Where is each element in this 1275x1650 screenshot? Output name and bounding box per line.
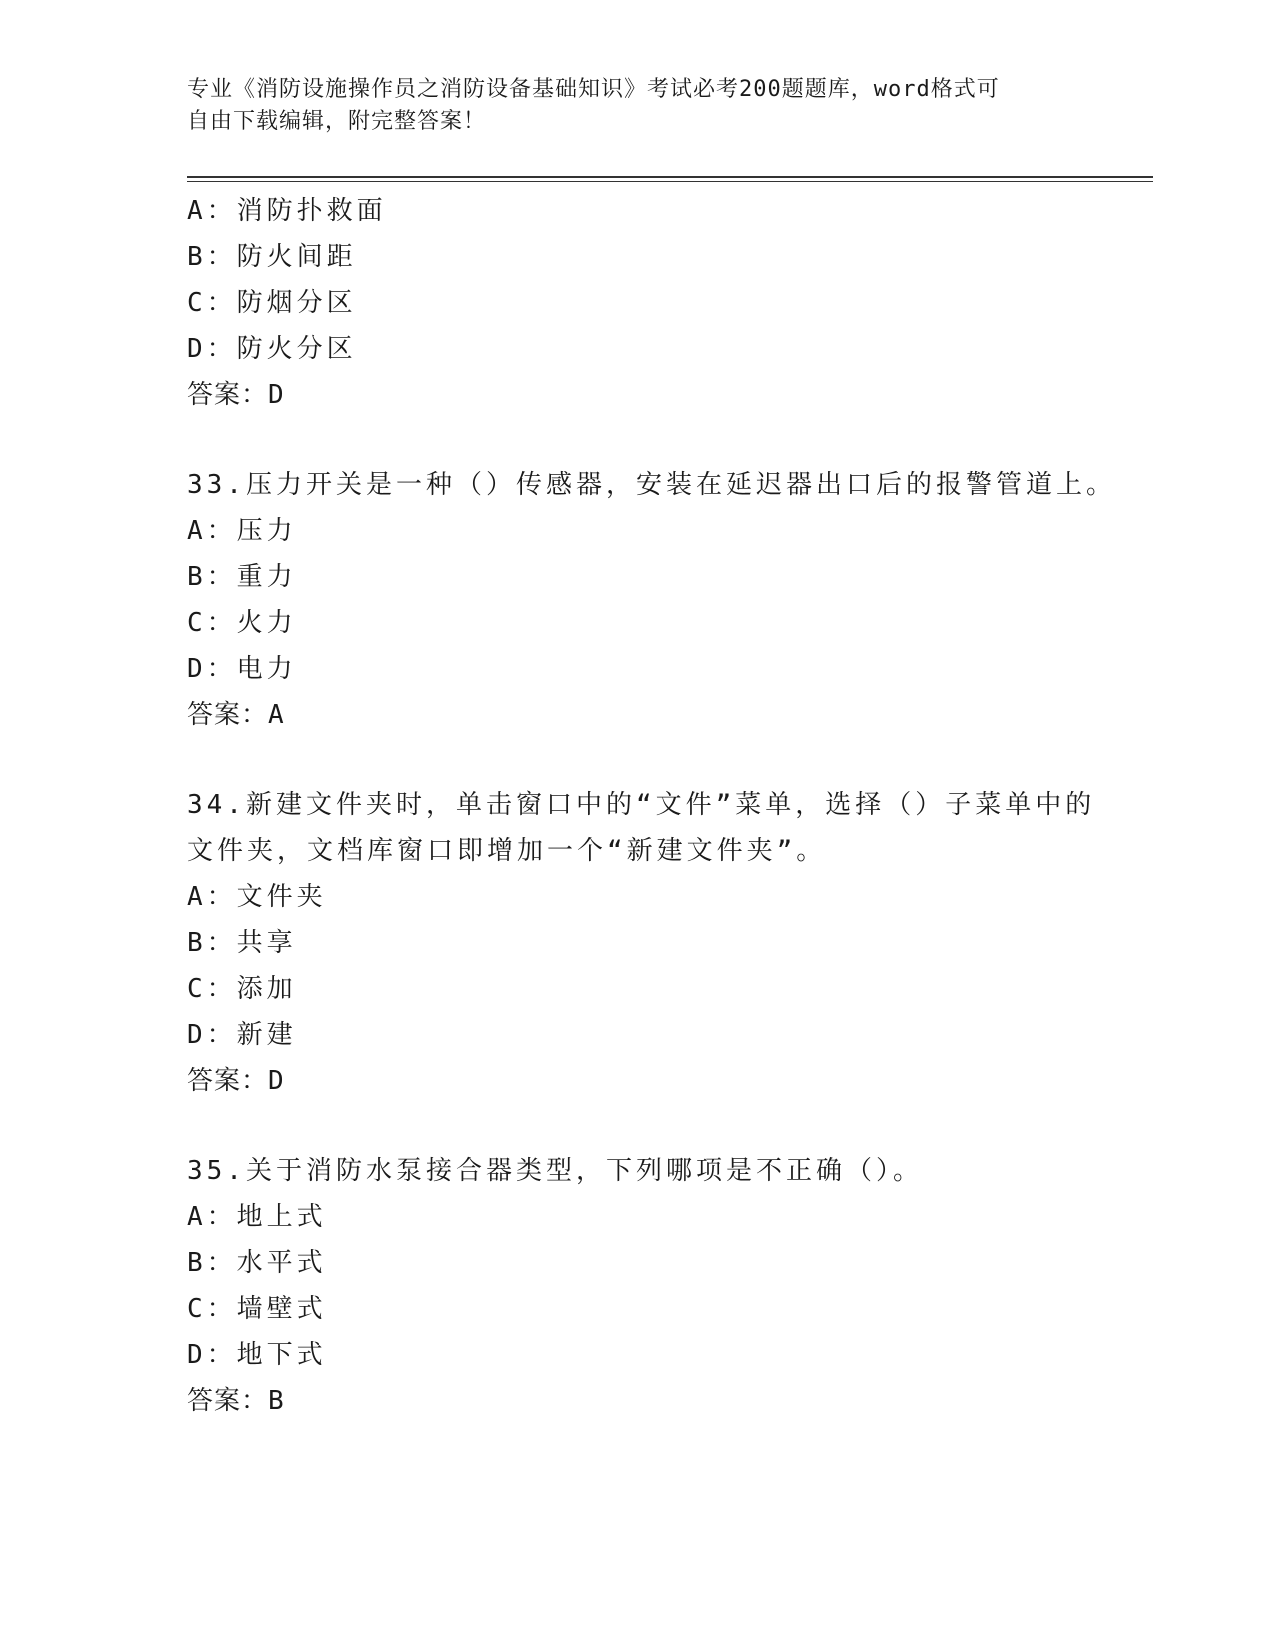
answer-line: 答案：D [187,380,285,410]
option-c: C：添加 [187,974,297,1004]
option-a: A：压力 [187,516,297,546]
header-divider-thin [187,181,1153,182]
option-a: A：地上式 [187,1202,327,1232]
answer-line: 答案：A [187,700,285,730]
option-b: B：水平式 [187,1248,327,1278]
answer-line: 答案：D [187,1066,285,1096]
option-b: B：防火间距 [187,242,357,272]
question-33 [187,462,1116,738]
header-intro-line-1: 专业《消防设施操作员之消防设备基础知识》考试必考200题题库，word格式可 [187,77,1000,102]
question-list [187,188,1116,1424]
option-d: D：地下式 [187,1340,327,1370]
option-d: D：新建 [187,1020,297,1050]
spacer [187,418,1087,462]
answer-line: 答案：B [187,1386,285,1416]
question-stem: 35.关于消防水泵接合器类型，下列哪项是不正确（）。 [187,1156,923,1186]
option-a: A：文件夹 [187,882,327,912]
option-c: C：火力 [187,608,297,638]
option-b: B：重力 [187,562,297,592]
question-35 [187,1148,1087,1424]
option-d: D：防火分区 [187,334,357,364]
question-34 [187,782,1096,1104]
option-c: C：防烟分区 [187,288,357,318]
question-32 [187,188,1087,418]
option-d: D：电力 [187,654,297,684]
question-stem-line-2: 文件夹，文档库窗口即增加一个“新建文件夹”。 [187,836,827,866]
header-divider-thick [187,176,1153,178]
option-b: B：共享 [187,928,297,958]
question-stem: 33.压力开关是一种（）传感器，安装在延迟器出口后的报警管道上。 [187,470,1116,500]
document-header [187,74,1087,138]
header-intro-line-2: 自由下载编辑，附完整答案！ [187,109,487,134]
option-c: C：墙壁式 [187,1294,327,1324]
spacer [187,738,1087,782]
spacer [187,1104,1087,1148]
option-a: A：消防扑救面 [187,196,387,226]
question-stem-line-1: 34.新建文件夹时，单击窗口中的“文件”菜单，选择（）子菜单中的 [187,790,1096,820]
